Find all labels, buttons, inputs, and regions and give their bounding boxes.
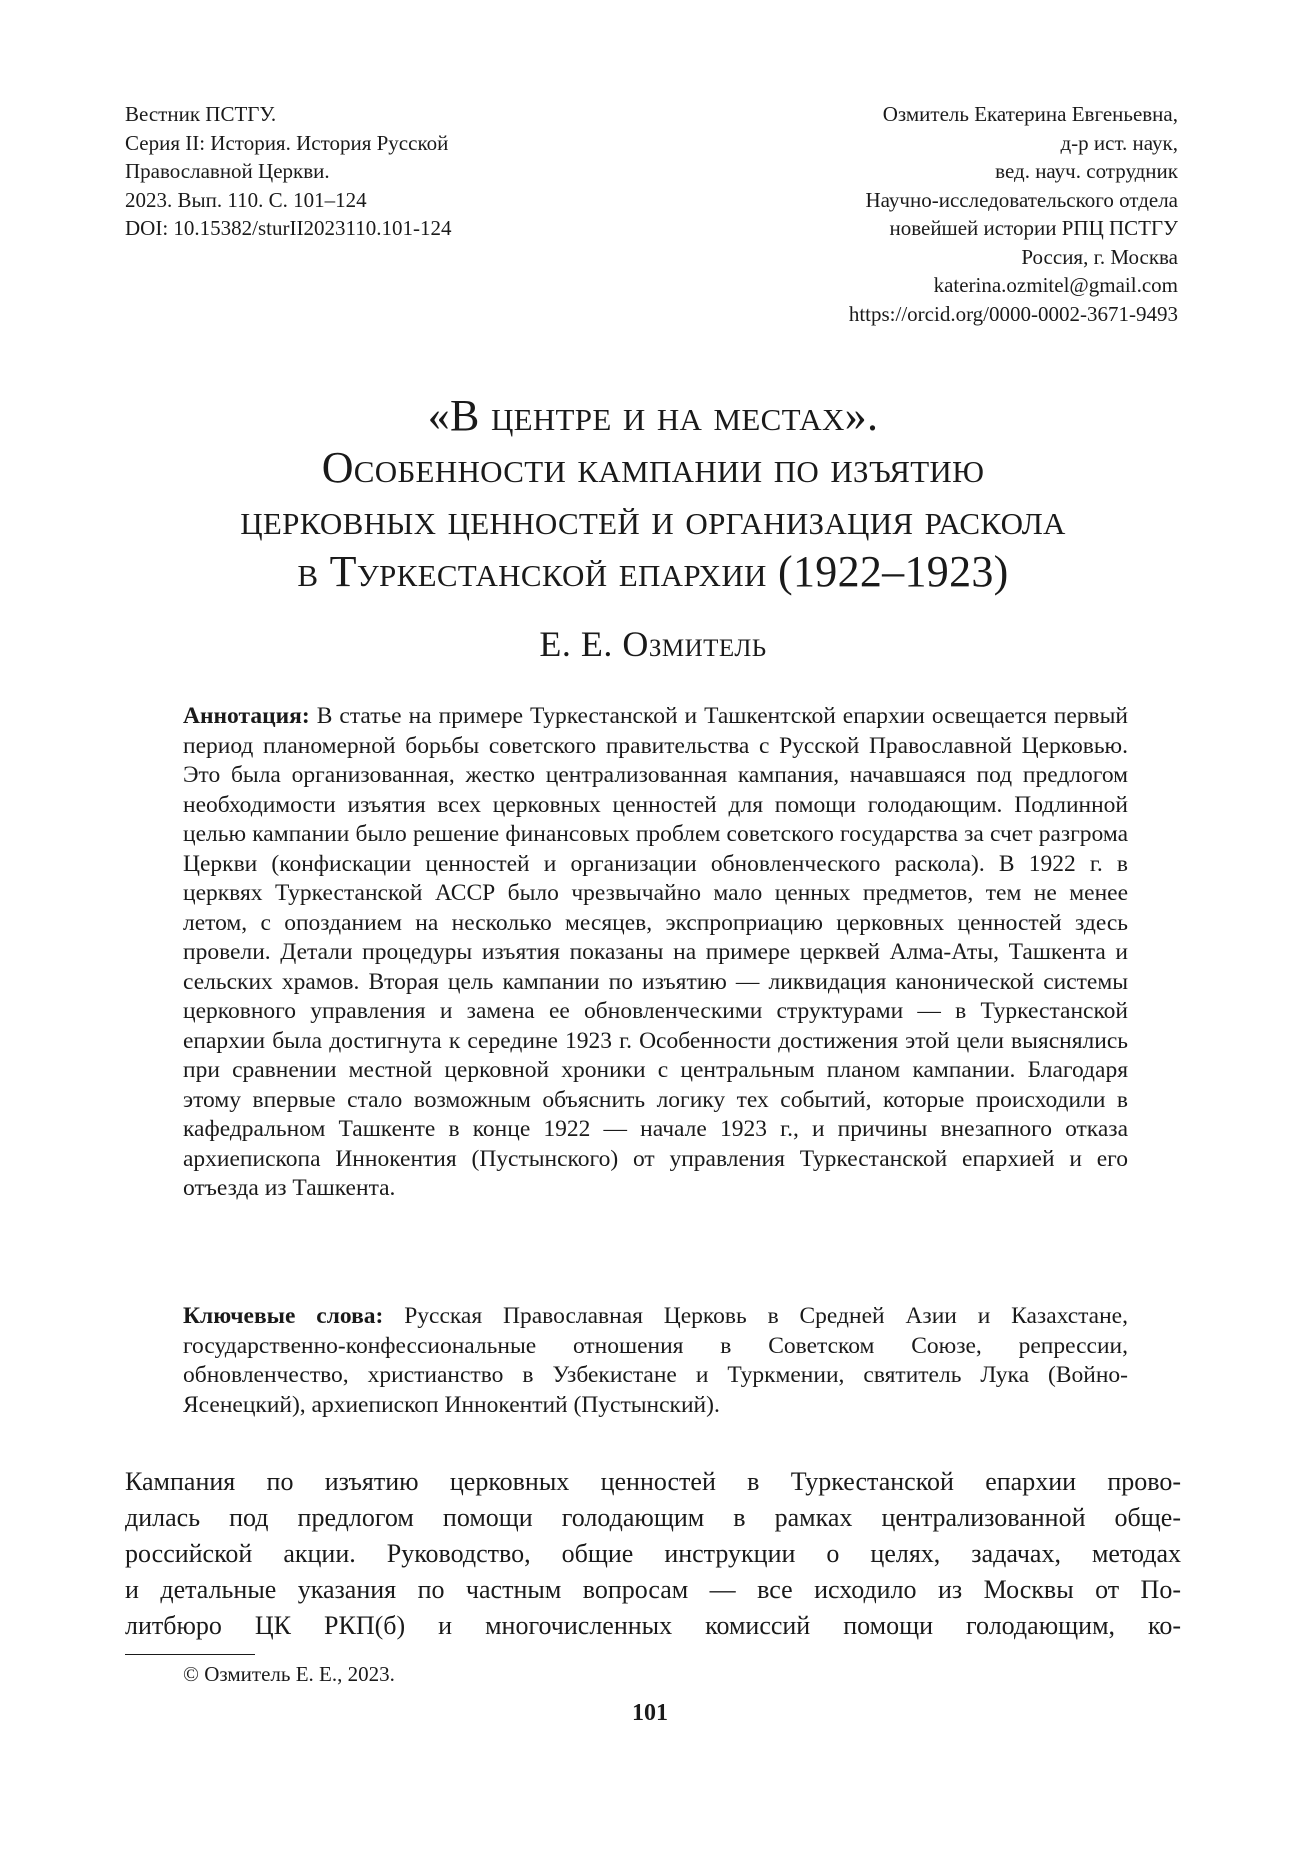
body-paragraph [125,1464,1181,1644]
author-info-line: Озмитель Екатерина Евгеньевна, [882,102,1178,126]
title-line: «В центре и на местах». [427,391,879,440]
page-number: 101 [632,1700,668,1726]
author-email-link[interactable]: katerina.ozmitel@gmail.com [933,273,1178,297]
journal-info [125,100,555,243]
footnote-divider [125,1654,255,1655]
journal-info-line: Вестник ПСТГУ. [125,102,277,126]
author-info-line: Научно-исследовательского отдела [865,187,1178,212]
abstract-label: Аннотация: [183,703,310,729]
journal-info-line: Серия II: История. История Русской [125,130,449,155]
body-line: российской акции. Руководство, общие инструкции о целях, задачах, методах [125,1539,1181,1568]
copyright-footnote: © Озмитель Е. Е., 2023. [183,1662,395,1686]
author-info-line: Россия, г. Москва [1021,244,1178,269]
article-title [125,390,1181,598]
author-info-line: новейшей истории РПЦ ПСТГУ [889,216,1178,240]
author-info-line: вед. науч. сотрудник [995,159,1178,183]
abstract [183,702,1128,1204]
journal-info-line: 2023. Вып. 110. С. 101–124 [125,187,367,212]
article-author: Е. Е. Озмитель [539,624,767,664]
body-line: дилась под предлогом помощи голодающим в рамках централизованной обще- [125,1503,1181,1532]
title-line: Особенности кампании по изъятию [321,443,985,492]
body-line: Кампания по изъятию церковных ценностей в Туркестанской епархии прово- [125,1467,1181,1496]
keywords [183,1302,1128,1420]
keywords-label: Ключевые слова: [183,1303,384,1329]
journal-info-line: Православной Церкви. [125,159,330,183]
title-line: церковных ценностей и организация раскола [240,495,1066,544]
title-line: в Туркестанской епархии (1922–1923) [297,547,1009,596]
orcid-link[interactable]: https://orcid.org/0000-0002-3671-9493 [848,301,1178,326]
abstract-text: В статье на примере Туркестанской и Ташкентской епархии освещается первый период планомерной борьбы советского правительства с Русской Православной Церковью. Это была организованная, жестко централизованная кампания, начавшаяся под предлогом необходимости изъятия всех церковных ценностей для помощи голодающим. Подлинной целью кампании было решение финансовых проблем советского государства за счет разгрома Церкви (конфискации ценностей и организации обновленческого раскола). В 1922 г. в церквях Туркестанской АССР было чрезвычайно мало ценных предметов, тем не менее летом, с опозданием на несколько месяцев, экспроприацию церковных ценностей здесь провели. Детали процедуры изъятия показаны на примере церквей Алма-Аты, Ташкента и сельских храмов. Вторая цель кампании по изъятию — ликвидация канонической системы церковного управления и замена ее обновленческими структурами — в Туркестанской епархии была достигнута к середине 1923 г. Особенности достижения этой цели выяснялись при сравнении местной церковной хроники с центральным планом кампании. Благодаря этому впервые стало возможным объяснить логику тех событий, которые происходили в кафедральном Ташкенте в конце 1922 — начале 1923 г., и причины внезапного отказа архиепископа Иннокентия (Пустынского) от управления Туркестанской епархией и его отъезда из Ташкента. [183,703,1128,1201]
author-info [658,100,1178,328]
doi-link[interactable]: DOI: 10.15382/sturII2023110.101-124 [125,216,452,240]
body-line: литбюро ЦК РКП(б) и многочисленных комиссий помощи голодающим, ко- [125,1611,1181,1640]
keywords-text: Русская Православная Церковь в Средней Азии и Казахстане, государственно-конфессиональные отношения в Советском Союзе, репрессии, обновленчество, христианство в Узбекистане и Туркмении, святитель Лука (Войно-Ясенецкий), архиепископ Иннокентий (Пустынский). [183,1303,1128,1418]
author-info-line: д-р ист. наук, [1060,130,1178,155]
body-line: и детальные указания по частным вопросам — все исходило из Москвы от По- [125,1575,1181,1604]
